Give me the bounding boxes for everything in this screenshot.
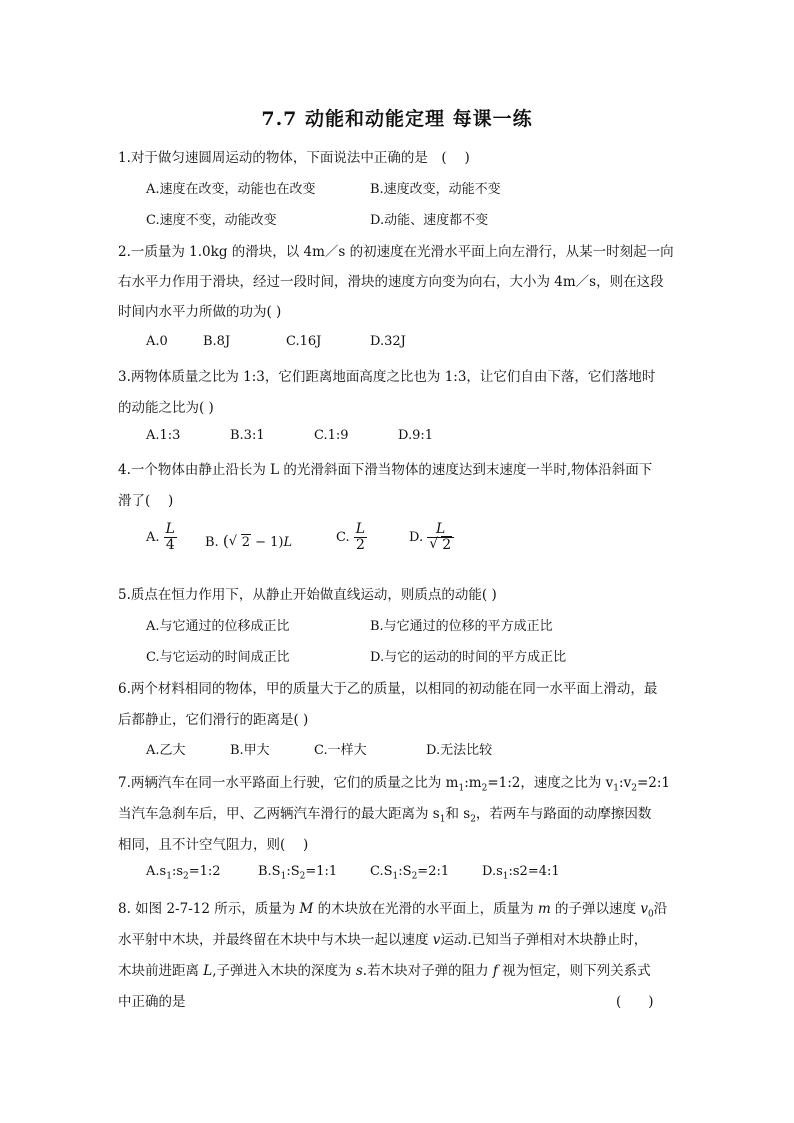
- q7-b-text-c: =1:1: [305, 864, 338, 879]
- q7-l1-text-d: :v: [619, 775, 632, 791]
- q8-l3-text-d: 视为恒定，则下列关系式: [497, 963, 651, 979]
- q4-option-a-label: A.: [146, 530, 160, 545]
- q4-option-b-label: B.: [205, 535, 219, 550]
- q5-option-b: B.与它通过的位移的平方成正比: [370, 619, 553, 634]
- q4-option-c: [336, 522, 367, 553]
- q8-l3-var-s: s: [355, 963, 363, 979]
- q8-l1-sub-0: 0: [648, 909, 654, 920]
- q7-b-sub-2: 2: [299, 871, 306, 882]
- q6-option-c: C.一样大: [314, 743, 367, 758]
- q8-stem-line-2: [118, 928, 647, 948]
- q7-c-text-b: :S: [398, 864, 412, 879]
- q7-l1-sub-1: 1: [458, 783, 465, 794]
- q1-stem: 1.对于做匀速圆周运动的物体，下面说法中正确的是 ( ): [118, 150, 470, 166]
- q2-stem-line-3: 时间内水平力所做的功为( ): [118, 304, 282, 320]
- q6-option-a: A.乙大: [146, 743, 186, 758]
- q7-a-sub-2: 2: [183, 871, 189, 882]
- q2-option-b: B.8J: [203, 334, 231, 349]
- q7-l1-text-e: =2:1: [636, 775, 670, 791]
- q7-c-sub-1: 1: [392, 871, 399, 882]
- q8-l1-text-d: 沿: [653, 901, 668, 917]
- q4-option-a-denominator: 4: [165, 537, 175, 553]
- q4-option-d-radicand: 2: [442, 537, 452, 553]
- q8-l3-var-f: f: [492, 963, 498, 979]
- q4-option-b: [205, 532, 292, 550]
- q7-d-text-b: :s2=4:1: [508, 864, 560, 879]
- q7-c-sub-2: 2: [411, 871, 418, 882]
- q7-option-d: [482, 864, 560, 882]
- q7-d-sub-1: 1: [502, 871, 509, 882]
- q7-b-sub-1: 1: [280, 871, 287, 882]
- q2-option-c: C.16J: [286, 334, 322, 349]
- q6-stem-line-1: 6.两个材料相同的物体，甲的质量大于乙的质量，以相同的初动能在同一水平面上滑动，最: [118, 681, 658, 697]
- q4-option-a-numerator: L: [165, 521, 175, 537]
- q7-l1-text-b: :m: [464, 775, 482, 791]
- q7-l2-sub-2: 2: [470, 814, 476, 825]
- q7-stem-line-1: [118, 771, 670, 794]
- q1-option-d: D.动能、速度都不变: [370, 213, 489, 228]
- q8-l3-text-c: .若木块对子弹的阻力: [362, 963, 493, 979]
- q4-option-d-numerator: L: [436, 521, 446, 537]
- q4-option-b-minus-one: − 1): [250, 535, 284, 550]
- q8-l1-text-a: 8. 如图 2-7-12 所示，质量为: [118, 901, 300, 917]
- q4-option-d-sqrt: [429, 538, 452, 553]
- q4-option-a-fraction: [164, 522, 177, 553]
- q3-option-c: C.1:9: [314, 428, 349, 443]
- q8-stem-line-1: [118, 897, 667, 920]
- q2-stem-line-2: 右水平力作用于滑块，经过一段时间，滑块的速度方向变为向右，大小为 4m／s，则在这段: [118, 274, 664, 290]
- q4-stem-line-1: 4.一个物体由静止沿长为 L 的光滑斜面下滑当物体的速度达到末速度一半时,物体沿斜面下: [118, 462, 653, 478]
- q8-l2-text-b: 运动.已知当子弹相对木块静止时，: [440, 932, 648, 948]
- page-title: 7.7 动能和动能定理 每课一练: [261, 108, 533, 130]
- q4-option-a: [146, 522, 177, 553]
- q7-l1-text-c: =1:2，速度之比为 v: [487, 775, 614, 791]
- q6-option-b: B.甲大: [230, 743, 270, 758]
- q3-stem-line-1: 3.两物体质量之比为 1:3，它们距离地面高度之比也为 1:3，让它们自由下落，它们落地时: [118, 369, 656, 385]
- q7-l2-text-a: 当汽车急刹车后，甲、乙两辆汽车滑行的最大距离为 s: [118, 806, 440, 822]
- q1-option-b: B.速度改变，动能不变: [370, 182, 501, 197]
- q3-option-d: D.9:1: [398, 428, 434, 443]
- q4-option-c-fraction: [354, 522, 367, 553]
- q7-c-text-c: =2:1: [417, 864, 450, 879]
- q4-stem-line-2: 滑了( ): [118, 493, 174, 509]
- q1-option-a: A.速度在改变，动能也在改变: [146, 182, 316, 197]
- q8-l1-var-M: M: [299, 901, 314, 917]
- q7-a-text-b: :s: [171, 864, 183, 879]
- q7-option-a: [146, 864, 221, 882]
- q3-stem-line-2: 的动能之比为( ): [118, 400, 214, 416]
- q8-l3-text-a: 木块前进距离: [118, 963, 204, 979]
- q7-a-sub-1: 1: [166, 871, 172, 882]
- q8-l3-text-b: ,子弹进入木块的深度为: [212, 963, 356, 979]
- q4-option-c-label: C.: [336, 530, 350, 545]
- q8-l1-var-v: v: [640, 901, 648, 917]
- q5-stem: 5.质点在恒力作用下，从静止开始做直线运动，则质点的动能( ): [118, 587, 497, 603]
- q3-option-a: A.1:3: [146, 428, 181, 443]
- q7-l2-text-b: 和 s: [445, 806, 471, 822]
- q8-stem-line-3: [118, 959, 651, 979]
- q5-option-c: C.与它运动的时间成正比: [146, 650, 290, 665]
- q2-stem-line-1: 2.一质量为 1.0kg 的滑块，以 4m／s 的初速度在光滑水平面上向左滑行，从某一时刻起一向: [118, 244, 674, 260]
- q7-a-text-a: A.s: [146, 864, 167, 879]
- q7-l1-sub-4: 2: [631, 783, 637, 794]
- q7-b-text-b: :S: [286, 864, 300, 879]
- q7-l1-sub-3: 1: [613, 783, 620, 794]
- q4-option-d-denominator: [427, 537, 454, 553]
- q8-stem-line-4: 中正确的是: [118, 994, 186, 1010]
- q7-b-text-a: B.S: [258, 864, 281, 879]
- q8-l1-var-m: m: [537, 901, 551, 917]
- q7-option-b: [258, 864, 337, 882]
- q4-option-c-numerator: L: [355, 521, 366, 537]
- q8-l3-var-L: L: [203, 963, 213, 979]
- q7-l1-text-a: 7.两辆汽车在同一水平路面上行驶，它们的质量之比为 m: [118, 775, 459, 791]
- q6-stem-line-2: 后都静止，它们滑行的距离是( ): [118, 712, 309, 728]
- q8-l1-text-b: 的木块放在光滑的水平面上，质量为: [313, 901, 538, 917]
- q8-l2-text-a: 水平射中木块，并最终留在木块中与木块一起以速度: [118, 932, 433, 948]
- q7-a-text-c: =1:2: [188, 864, 221, 879]
- q4-option-d-fraction: [427, 522, 454, 553]
- q7-l2-text-c: ，若两车与路面的动摩擦因数: [475, 806, 652, 822]
- q5-option-a: A.与它通过的位移成正比: [146, 619, 290, 634]
- q2-option-d: D.32J: [370, 334, 406, 349]
- q8-l2-var-v: v: [432, 932, 441, 948]
- q7-stem-line-2: [118, 802, 651, 825]
- q6-option-d: D.无法比较: [426, 743, 493, 758]
- q1-option-c: C.速度不变，动能改变: [146, 213, 277, 228]
- q7-l2-sub-1: 1: [439, 814, 446, 825]
- q7-option-c: [370, 864, 449, 882]
- q8-l1-text-c: 的子弹以速度: [550, 901, 641, 917]
- q4-option-b-sqrt: [229, 535, 251, 550]
- q7-stem-line-3: 相同，且不计空气阻力，则( ): [118, 837, 309, 853]
- q4-option-d-label: D.: [409, 530, 424, 545]
- q4-option-c-denominator: 2: [355, 537, 365, 553]
- q7-d-text-a: D.s: [482, 864, 503, 879]
- q4-option-d: [409, 522, 454, 553]
- q2-option-a: A.0: [146, 334, 168, 349]
- q5-option-d: D.与它的运动的时间的平方成正比: [370, 650, 567, 665]
- q4-option-b-radicand: 2: [241, 535, 250, 550]
- q7-l1-sub-2: 2: [481, 783, 488, 794]
- q3-option-b: B.3:1: [230, 428, 265, 443]
- q7-c-text-a: C.S: [370, 864, 393, 879]
- q4-option-b-variable: L: [283, 535, 293, 550]
- q4-option-b-open-paren: (: [222, 532, 229, 550]
- q8-answer-parentheses: ( ): [616, 994, 654, 1010]
